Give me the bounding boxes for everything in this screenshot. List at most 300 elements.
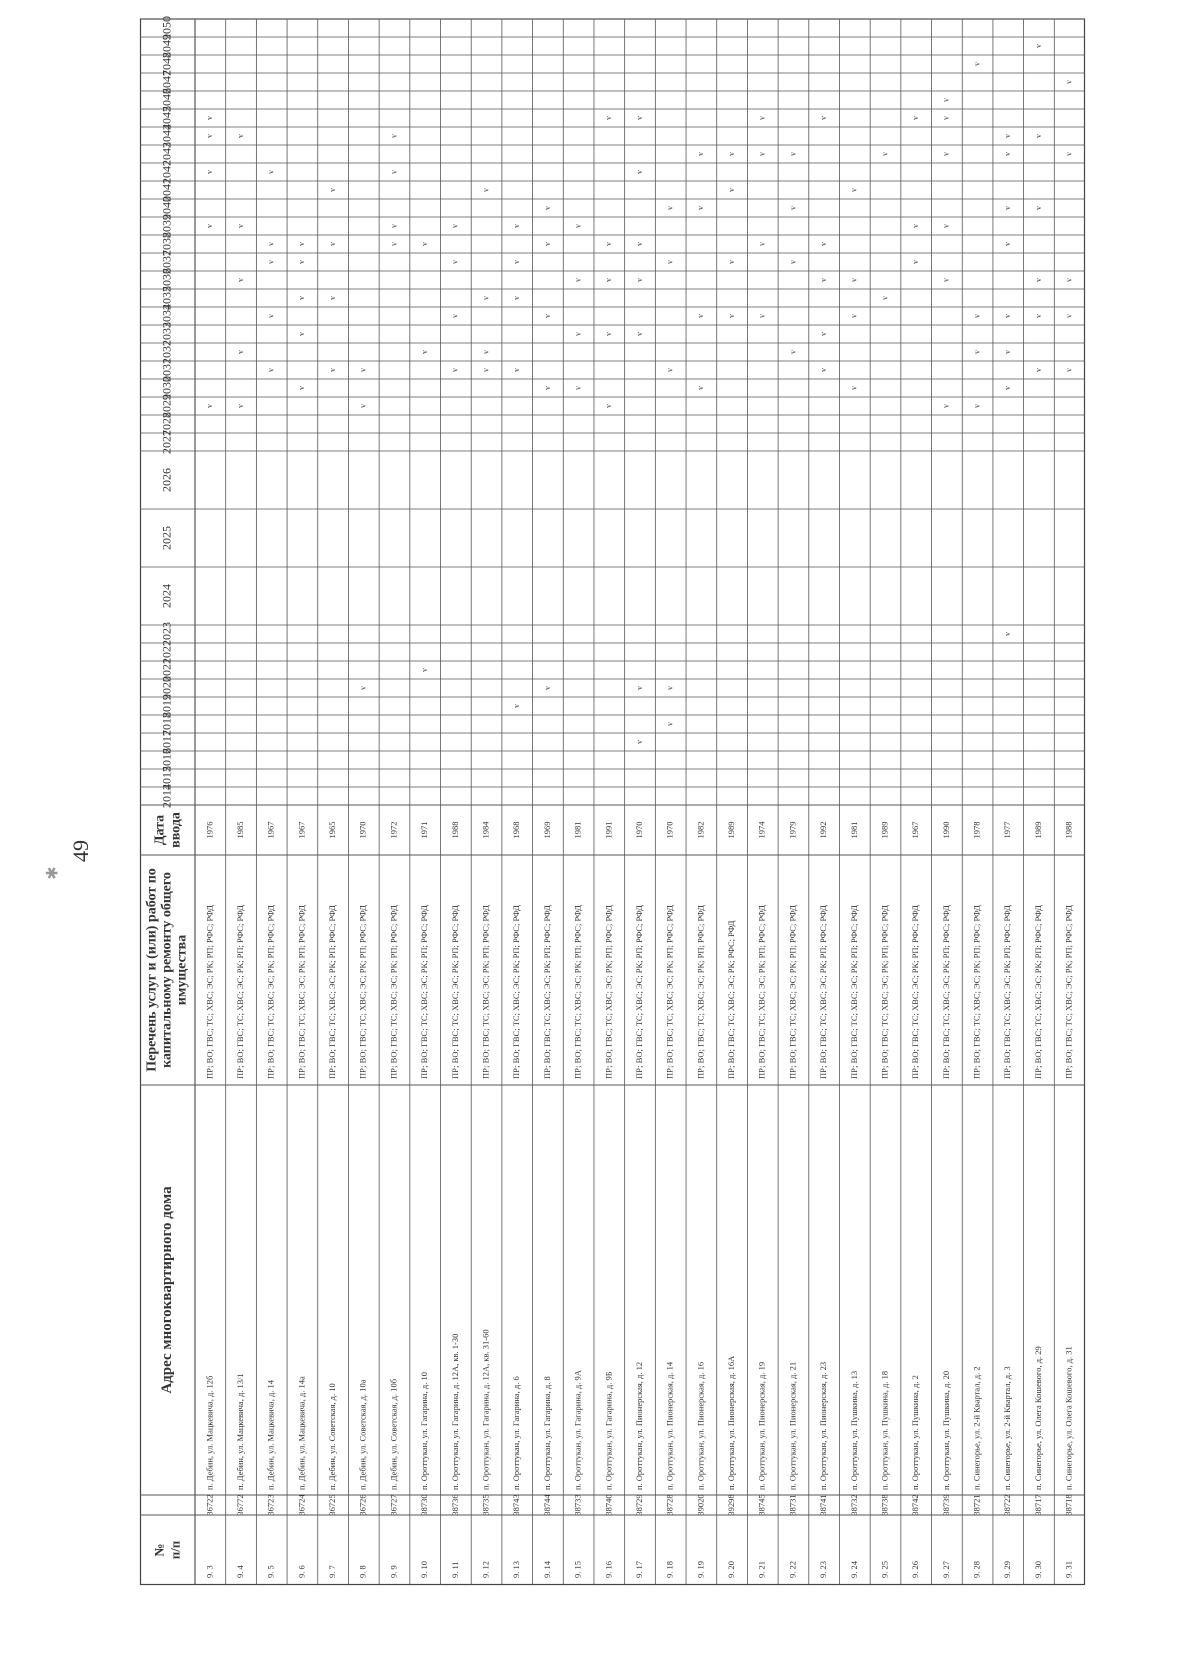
row-date: 1967 — [265, 821, 276, 839]
header-year-2027: 2027 — [159, 430, 174, 454]
row-date: 1967 — [296, 821, 307, 839]
row-works: ПР; ВО; ГВС; ТС; ХВС; ЭС; РК; РП; РФС; РФД — [204, 905, 215, 1079]
row-check-mark: v — [726, 260, 736, 264]
row-check-mark: v — [849, 188, 859, 192]
row-check-mark: v — [849, 386, 859, 390]
row-num: 9. 13 — [511, 1561, 522, 1578]
row-check-mark: v — [266, 260, 276, 264]
row-num: 9. 31 — [1063, 1561, 1074, 1578]
row-code: 38740 — [603, 1494, 614, 1516]
row-check-mark: v — [634, 740, 644, 744]
row-date: 1968 — [511, 821, 522, 839]
row-check-mark: v — [235, 224, 245, 228]
row-date: 1967 — [910, 821, 921, 839]
row-works: ПР; ВО; ГВС; ТС; ХВС; ЭС; РК; РП; РФС; РФД — [848, 905, 859, 1079]
row-check-mark: v — [1003, 314, 1013, 318]
row-code: 38729 — [633, 1494, 644, 1516]
row-check-mark: v — [665, 260, 675, 264]
row-check-mark: v — [665, 206, 675, 210]
row-check-mark: v — [634, 278, 644, 282]
row-num: 9. 8 — [357, 1565, 368, 1578]
row-num: 9. 21 — [756, 1561, 767, 1578]
row-num: 9. 16 — [603, 1561, 614, 1578]
row-works: ПР; ВО; ГВС; ТС; ХВС; ЭС; РК; РП; РФС; РФД — [541, 905, 552, 1079]
row-date: 1988 — [449, 821, 460, 839]
row-code: 38736 — [449, 1494, 460, 1516]
header-year-2028: 2028 — [159, 412, 174, 436]
row-check-mark: v — [941, 152, 951, 156]
header-year-2025: 2025 — [159, 526, 174, 550]
row-date: 1988 — [1063, 821, 1074, 839]
row-address: п. Синегорье, ул. 2-й Квартал, д. 2 — [971, 1366, 982, 1490]
row-check-mark: v — [481, 350, 491, 354]
row-check-mark: v — [634, 170, 644, 174]
row-works: ПР; ВО; ГВС; ТС; ХВС; ЭС; РК; РП; РФС; РФД — [388, 905, 399, 1079]
row-num: 9. 12 — [480, 1561, 491, 1578]
scan-artifact-mark: ✱ — [44, 866, 62, 880]
header-address: Адрес многоквартирного дома — [158, 1186, 175, 1394]
row-works: ПР; ВО; ГВС; ТС; ХВС; ЭС; РК; РП; РФС; РФД — [940, 905, 951, 1079]
row-check-mark: v — [450, 260, 460, 264]
row-check-mark: v — [634, 332, 644, 336]
header-year-2021: 2021 — [159, 658, 174, 682]
row-check-mark: v — [818, 332, 828, 336]
row-check-mark: v — [389, 170, 399, 174]
row-works: ПР; ВО; ГВС; ТС; ХВС; ЭС; РК; РП; РФС; РФД — [1002, 905, 1013, 1079]
row-works: ПР; ВО; ГВС; ТС; ХВС; ЭС; РК; РП; РФС; РФД — [449, 905, 460, 1079]
header-year-2020: 2020 — [159, 676, 174, 700]
header-year-2046: 2046 — [159, 88, 174, 112]
row-code: 38718 — [1063, 1494, 1074, 1516]
row-address: п. Ороттукан, ул. Пушкина, д. 20 — [940, 1370, 951, 1490]
row-date: 1977 — [1002, 821, 1013, 839]
row-check-mark: v — [205, 134, 215, 138]
row-works: ПР; ВО; ГВС; ТС; ХВС; ЭС; РК; РП; РФС; РФД — [695, 905, 706, 1079]
row-address: п. Дебин, ул. Мацкевича, д. 14а — [296, 1376, 307, 1490]
header-works-line2: капитальному ремонту общего — [159, 872, 175, 1068]
row-works: ПР; ВО; ГВС; ТС; ХВС; ЭС; РК; РП; РФС; РФД — [1063, 905, 1074, 1079]
header-year-2047: 2047 — [159, 70, 174, 94]
header-works-line1: Перечень услуг и (или) работ по — [144, 868, 160, 1072]
row-date: 1989 — [1032, 821, 1043, 839]
row-address: п. Ороттукан, ул. Пионерская, д. 21 — [787, 1361, 798, 1490]
row-num: 9. 4 — [234, 1565, 245, 1578]
row-code: 38738 — [879, 1494, 890, 1516]
header-year-2015: 2015 — [159, 766, 174, 790]
row-address: п. Дебин, ул. Мацкевича, д. 14 — [265, 1379, 276, 1490]
row-check-mark: v — [880, 152, 890, 156]
header-year-2018: 2018 — [159, 712, 174, 736]
header-year-2044: 2044 — [159, 124, 174, 148]
row-check-mark: v — [358, 686, 368, 690]
row-check-mark: v — [481, 368, 491, 372]
table-svg — [140, 16, 1085, 1585]
row-check-mark: v — [481, 188, 491, 192]
row-address: п. Синегорье, ул. Олега Кошевого, д. 29 — [1032, 1346, 1043, 1490]
row-check-mark: v — [634, 242, 644, 246]
row-num: 9. 26 — [910, 1561, 921, 1578]
row-check-mark: v — [327, 296, 337, 300]
row-check-mark: v — [696, 152, 706, 156]
row-check-mark: v — [972, 350, 982, 354]
row-check-mark: v — [849, 278, 859, 282]
row-code: 38741 — [818, 1494, 829, 1516]
row-code: 36723 — [265, 1494, 276, 1516]
header-year-2024: 2024 — [159, 584, 174, 608]
row-check-mark: v — [1033, 134, 1043, 138]
row-date: 1989 — [726, 821, 737, 839]
header-year-2033: 2033 — [159, 322, 174, 346]
row-num: 9. 28 — [971, 1561, 982, 1578]
row-check-mark: v — [573, 332, 583, 336]
row-check-mark: v — [1033, 278, 1043, 282]
row-works: ПР; ВО; ГВС; ТС; ХВС; ЭС; РК; РП; РФС; РФД — [879, 905, 890, 1079]
header-year-2016: 2016 — [159, 748, 174, 772]
row-check-mark: v — [205, 170, 215, 174]
row-date: 1992 — [818, 821, 829, 839]
row-date: 1972 — [388, 821, 399, 839]
row-check-mark: v — [450, 224, 460, 228]
row-works: ПР; ВО; ГВС; ТС; ХВС; ЭС; РК; РП; РФС; РФД — [480, 905, 491, 1079]
row-check-mark: v — [358, 404, 368, 408]
row-check-mark: v — [941, 278, 951, 282]
row-address: п. Ороттукан, ул. Пушкина, д. 2 — [910, 1375, 921, 1490]
row-check-mark: v — [297, 260, 307, 264]
row-code: 38732 — [848, 1494, 859, 1516]
row-num: 9. 25 — [879, 1561, 890, 1578]
row-address: п. Ороттукан, ул. Гагарина, д. 8 — [541, 1376, 552, 1490]
row-check-mark: v — [512, 368, 522, 372]
row-check-mark: v — [818, 242, 828, 246]
row-address: п. Ороттукан, ул. Пионерская, д. 16А — [726, 1355, 737, 1490]
row-check-mark: v — [757, 116, 767, 120]
row-check-mark: v — [327, 188, 337, 192]
row-check-mark: v — [1064, 314, 1074, 318]
row-check-mark: v — [1003, 632, 1013, 636]
row-code: 38721 — [971, 1494, 982, 1516]
row-works: ПР; ВО; ГВС; ТС; ХВС; ЭС; РК; РП; РФС; РФД — [787, 905, 798, 1079]
row-works: ПР; ВО; ГВС; ТС; ХВС; ЭС; РК; РП; РФС; РФД — [971, 905, 982, 1079]
row-date: 1981 — [572, 821, 583, 839]
row-works: ПР; ВО; ГВС; ТС; ХВС; ЭС; РК; РП; РФС; РФД — [511, 905, 522, 1079]
header-year-2022: 2022 — [159, 640, 174, 664]
row-check-mark: v — [911, 116, 921, 120]
row-check-mark: v — [542, 686, 552, 690]
row-check-mark: v — [235, 278, 245, 282]
row-check-mark: v — [266, 368, 276, 372]
row-works: ПР; ВО; ГВС; ТС; ХВС; ЭС; РК; РП; РФС; РФД — [633, 905, 644, 1079]
page-number: 49 — [68, 840, 93, 862]
row-check-mark: v — [788, 206, 798, 210]
header-date: Дата — [152, 814, 168, 846]
header-year-2049: 2049 — [159, 34, 174, 58]
row-address: п. Синегорье, ул. 2-й Квартал, д. 3 — [1002, 1366, 1013, 1490]
row-check-mark: v — [327, 242, 337, 246]
row-check-mark: v — [542, 242, 552, 246]
row-check-mark: v — [512, 296, 522, 300]
table-frame — [141, 19, 1085, 1585]
row-check-mark: v — [696, 314, 706, 318]
row-address: п. Ороттукан, ул. Гагарина, д. 9Б — [603, 1371, 614, 1490]
row-check-mark: v — [726, 314, 736, 318]
row-address: п. Ороттукан, ул. Гагарина, д. 6 — [511, 1376, 522, 1490]
row-check-mark: v — [1064, 278, 1074, 282]
header-year-2031: 2031 — [159, 358, 174, 382]
row-check-mark: v — [696, 206, 706, 210]
row-code: 38745 — [756, 1494, 767, 1516]
row-address: п. Дебин, ул. Советская, д. 10 — [327, 1383, 338, 1490]
row-date: 1965 — [327, 821, 338, 839]
header-year-2039: 2039 — [159, 214, 174, 238]
row-works: ПР; ВО; ГВС; ТС; ХВС; ЭС; РК; РФС; РФД — [726, 920, 737, 1079]
header-year-2017: 2017 — [159, 730, 174, 754]
row-check-mark: v — [1003, 386, 1013, 390]
header-date-sub: ввода — [168, 812, 184, 848]
row-num: 9. 22 — [787, 1561, 798, 1578]
row-check-mark: v — [420, 668, 430, 672]
header-year-2026: 2026 — [159, 468, 174, 492]
header-year-2030: 2030 — [159, 376, 174, 400]
capital-repair-table — [140, 16, 1085, 1585]
row-check-mark: v — [266, 170, 276, 174]
row-address: п. Дебин, ул. Мацкевича, д. 13/1 — [234, 1373, 245, 1490]
row-date: 1970 — [633, 821, 644, 839]
row-address: п. Ороттукан, ул. Пионерская, д. 14 — [664, 1361, 675, 1490]
row-check-mark: v — [1003, 206, 1013, 210]
row-date: 1989 — [879, 821, 890, 839]
row-check-mark: v — [1003, 134, 1013, 138]
row-works: ПР; ВО; ГВС; ТС; ХВС; ЭС; РК; РП; РФС; РФД — [572, 905, 583, 1079]
row-date: 1969 — [541, 821, 552, 839]
row-check-mark: v — [726, 188, 736, 192]
row-check-mark: v — [941, 404, 951, 408]
header-year-2029: 2029 — [159, 394, 174, 418]
row-check-mark: v — [1064, 152, 1074, 156]
row-code: 36724 — [296, 1494, 307, 1516]
row-date: 1971 — [419, 821, 430, 839]
row-check-mark: v — [1033, 44, 1043, 48]
row-check-mark: v — [205, 224, 215, 228]
row-works: ПР; ВО; ГВС; ТС; ХВС; ЭС; РК; РП; РФС; РФД — [234, 905, 245, 1079]
row-works: ПР; ВО; ГВС; ТС; ХВС; ЭС; РК; РП; РФС; РФД — [357, 905, 368, 1079]
row-date: 1985 — [234, 821, 245, 839]
row-code: 38743 — [511, 1494, 522, 1516]
row-code: 38735 — [480, 1494, 491, 1516]
row-check-mark: v — [1003, 152, 1013, 156]
row-check-mark: v — [205, 116, 215, 120]
row-check-mark: v — [604, 242, 614, 246]
row-code: 38739 — [940, 1494, 951, 1516]
header-year-2034: 2034 — [159, 304, 174, 328]
row-check-mark: v — [573, 224, 583, 228]
header-year-2023: 2023 — [159, 622, 174, 646]
row-check-mark: v — [297, 332, 307, 336]
row-works: ПР; ВО; ГВС; ТС; ХВС; ЭС; РК; РП; РФС; РФД — [664, 905, 675, 1079]
header-year-2050: 2050 — [159, 16, 174, 40]
row-check-mark: v — [604, 404, 614, 408]
header-year-2040: 2040 — [159, 196, 174, 220]
row-code: 38742 — [910, 1494, 921, 1516]
row-code: 36726 — [357, 1494, 368, 1516]
row-code: 36727 — [388, 1494, 399, 1516]
row-address: п. Ороттукан, ул. Гагарина, д. 9А — [572, 1370, 583, 1490]
row-num: 9. 10 — [419, 1561, 430, 1578]
row-address: п. Ороттукан, ул. Пушкина, д. 13 — [848, 1370, 859, 1490]
row-num: 9. 7 — [327, 1565, 338, 1578]
row-check-mark: v — [235, 350, 245, 354]
row-works: ПР; ВО; ГВС; ТС; ХВС; ЭС; РК; РП; РФС; РФД — [265, 905, 276, 1079]
row-check-mark: v — [665, 368, 675, 372]
row-check-mark: v — [358, 368, 368, 372]
row-date: 1978 — [971, 821, 982, 839]
row-num: 9. 29 — [1002, 1561, 1013, 1578]
row-check-mark: v — [573, 278, 583, 282]
row-check-mark: v — [972, 62, 982, 66]
row-num: 9. 24 — [848, 1561, 859, 1578]
row-num: 9. 6 — [296, 1565, 307, 1578]
row-code: 38731 — [787, 1494, 798, 1516]
row-num: 9. 23 — [818, 1561, 829, 1578]
row-check-mark: v — [911, 224, 921, 228]
header-year-2019: 2019 — [159, 694, 174, 718]
row-num: 9. 18 — [664, 1561, 675, 1578]
row-check-mark: v — [481, 296, 491, 300]
row-works: ПР; ВО; ГВС; ТС; ХВС; ЭС; РК; РП; РФС; РФД — [818, 905, 829, 1079]
row-check-mark: v — [788, 350, 798, 354]
header-year-2041: 2041 — [159, 178, 174, 202]
row-date: 1970 — [664, 821, 675, 839]
row-check-mark: v — [573, 386, 583, 390]
row-works: ПР; ВО; ГВС; ТС; ХВС; ЭС; РК; РП; РФС; РФД — [296, 905, 307, 1079]
row-check-mark: v — [450, 368, 460, 372]
row-address: п. Синегорье, ул. Олега Кошевого, д. 31 — [1063, 1346, 1074, 1490]
row-num: 9. 20 — [726, 1561, 737, 1578]
row-check-mark: v — [389, 134, 399, 138]
header-year-2037: 2037 — [159, 250, 174, 274]
row-code: 38733 — [572, 1494, 583, 1516]
row-check-mark: v — [757, 242, 767, 246]
row-check-mark: v — [297, 242, 307, 246]
row-check-mark: v — [542, 314, 552, 318]
row-num: 9. 14 — [541, 1561, 552, 1578]
row-check-mark: v — [1064, 368, 1074, 372]
row-check-mark: v — [542, 386, 552, 390]
header-year-2042: 2042 — [159, 160, 174, 184]
row-address: п. Дебин, ул. Советская, д. 10а — [357, 1379, 368, 1490]
row-check-mark: v — [818, 278, 828, 282]
row-check-mark: v — [757, 314, 767, 318]
row-check-mark: v — [634, 686, 644, 690]
row-check-mark: v — [726, 152, 736, 156]
row-check-mark: v — [941, 224, 951, 228]
row-check-mark: v — [941, 116, 951, 120]
header-num: № — [151, 1543, 167, 1557]
row-date: 1979 — [787, 821, 798, 839]
row-check-mark: v — [297, 386, 307, 390]
row-date: 1991 — [603, 821, 614, 839]
row-check-mark: v — [266, 314, 276, 318]
row-code: 38728 — [664, 1494, 675, 1516]
row-check-mark: v — [911, 260, 921, 264]
row-address: п. Дебин, ул. Мацкевича, д. 12б — [204, 1375, 215, 1490]
row-num: 9. 17 — [633, 1561, 644, 1578]
row-check-mark: v — [941, 98, 951, 102]
row-address: п. Ороттукан, ул. Гагарина, д. 12А, кв. 31-60 — [480, 1329, 491, 1490]
row-address: п. Ороттукан, ул. Пионерская, д. 12 — [633, 1361, 644, 1490]
row-check-mark: v — [297, 296, 307, 300]
row-address: п. Ороттукан, ул. Пионерская, д. 16 — [695, 1361, 706, 1490]
row-num: 9. 9 — [388, 1565, 399, 1578]
row-check-mark: v — [1003, 242, 1013, 246]
row-check-mark: v — [972, 314, 982, 318]
row-address: п. Дебин, ул. Советская, д. 10б — [388, 1378, 399, 1490]
row-code: 38717 — [1032, 1494, 1043, 1516]
row-num: 9. 27 — [940, 1561, 951, 1578]
row-num: 9. 30 — [1032, 1561, 1043, 1578]
row-code: 39020 — [695, 1494, 706, 1516]
row-address: п. Ороттукан, ул. Пионерская, д. 23 — [818, 1361, 829, 1490]
row-check-mark: v — [696, 386, 706, 390]
row-check-mark: v — [420, 242, 430, 246]
row-date: 1984 — [480, 821, 491, 839]
row-check-mark: v — [512, 260, 522, 264]
row-check-mark: v — [665, 722, 675, 726]
header-year-2014: 2014 — [159, 784, 174, 808]
row-check-mark: v — [450, 314, 460, 318]
row-check-mark: v — [665, 686, 675, 690]
row-date: 1976 — [204, 821, 215, 839]
row-date: 1981 — [848, 821, 859, 839]
row-check-mark: v — [1003, 350, 1013, 354]
row-date: 1990 — [940, 821, 951, 839]
header-year-2043: 2043 — [159, 142, 174, 166]
row-check-mark: v — [389, 242, 399, 246]
row-check-mark: v — [757, 152, 767, 156]
row-num: 9. 19 — [695, 1561, 706, 1578]
row-date: 1970 — [357, 821, 368, 839]
row-works: ПР; ВО; ГВС; ТС; ХВС; ЭС; РК; РП; РФС; РФД — [756, 905, 767, 1079]
row-check-mark: v — [512, 224, 522, 228]
header-year-2048: 2048 — [159, 52, 174, 76]
row-check-mark: v — [634, 116, 644, 120]
row-check-mark: v — [849, 314, 859, 318]
row-check-mark: v — [1033, 206, 1043, 210]
row-code: 38744 — [541, 1494, 552, 1516]
row-code: 39298 — [726, 1494, 737, 1516]
row-check-mark: v — [205, 404, 215, 408]
row-date: 1974 — [756, 821, 767, 839]
header-year-2038: 2038 — [159, 232, 174, 256]
header-num-sub: п/п — [167, 1540, 183, 1560]
row-check-mark: v — [604, 116, 614, 120]
row-check-mark: v — [327, 368, 337, 372]
row-date: 1982 — [695, 821, 706, 839]
row-check-mark: v — [235, 404, 245, 408]
row-check-mark: v — [880, 296, 890, 300]
row-works: ПР; ВО; ГВС; ТС; ХВС; ЭС; РК; РП; РФС; РФД — [419, 905, 430, 1079]
row-check-mark: v — [788, 152, 798, 156]
header-year-2032: 2032 — [159, 340, 174, 364]
row-num: 9. 5 — [265, 1565, 276, 1578]
row-check-mark: v — [1064, 80, 1074, 84]
row-check-mark: v — [266, 242, 276, 246]
row-num: 9. 11 — [449, 1561, 460, 1578]
row-check-mark: v — [818, 368, 828, 372]
row-check-mark: v — [542, 206, 552, 210]
row-check-mark: v — [389, 224, 399, 228]
row-address: п. Ороттукан, ул. Пионерская, д. 19 — [756, 1361, 767, 1490]
row-works: ПР; ВО; ГВС; ТС; ХВС; ЭС; РК; РП; РФС; РФД — [603, 905, 614, 1079]
